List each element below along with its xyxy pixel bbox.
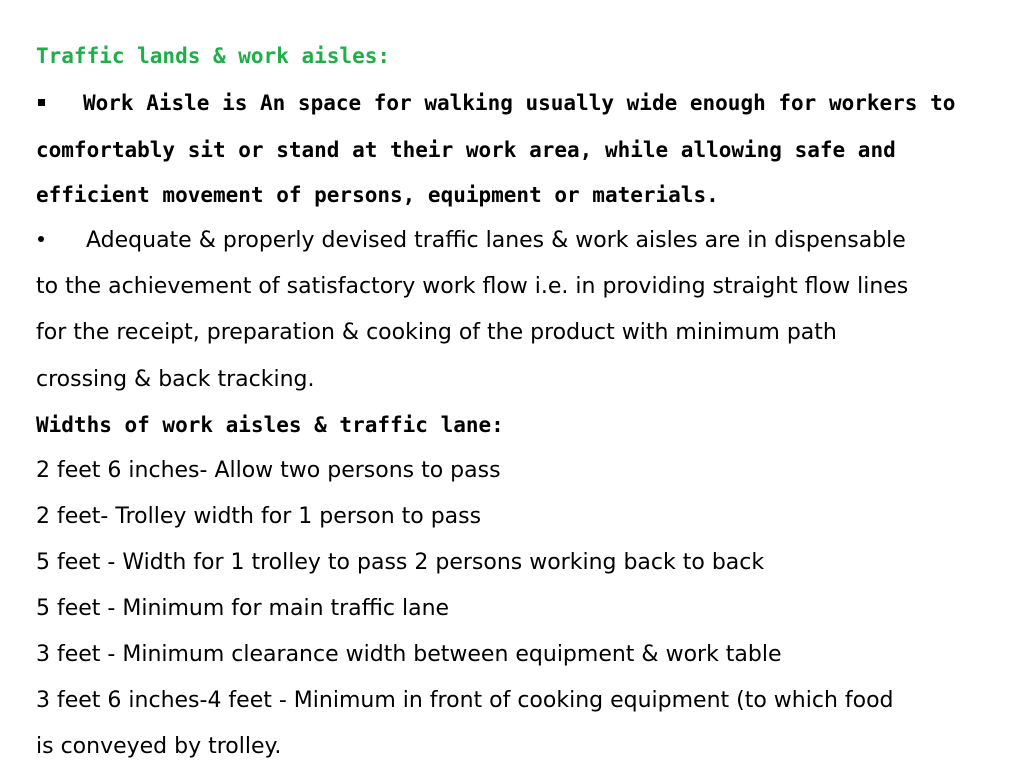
width-item-2: 2 feet- Trolley width for 1 person to pass <box>36 504 482 529</box>
importance-line-4: crossing & back tracking. <box>36 367 315 392</box>
width-item-5: 3 feet - Minimum clearance width between equipment & work table <box>36 642 782 667</box>
definition-line-3: efficient movement of persons, equipment or materials. <box>36 183 719 207</box>
widths-heading: Widths of work aisles & traffic lane: <box>36 413 504 437</box>
section-heading: Traffic lands & work aisles: <box>36 44 391 68</box>
width-item-6: 3 feet 6 inches-4 feet - Minimum in front of cooking equipment (to which food <box>36 688 894 713</box>
width-item-7: is conveyed by trolley. <box>36 734 282 759</box>
importance-line-3: for the receipt, preparation & cooking of the product with minimum path <box>36 320 837 345</box>
width-item-4: 5 feet - Minimum for main traffic lane <box>36 596 450 621</box>
definition-line-2: comfortably sit or stand at their work area, while allowing safe and <box>36 138 896 162</box>
width-item-1: 2 feet 6 inches- Allow two persons to pass <box>36 458 501 483</box>
importance-line-1: Adequate & properly devised traffic lanes & work aisles are in dispensable <box>86 228 906 253</box>
importance-line-2: to the achievement of satisfactory work flow i.e. in providing straight flow lines <box>36 274 909 299</box>
importance-bullet-line <box>36 227 906 255</box>
definition-bullet-line <box>36 89 955 117</box>
definition-line-1: Work Aisle is An space for walking usually wide enough for workers to <box>83 91 956 115</box>
width-item-3: 5 feet - Width for 1 trolley to pass 2 persons working back to back <box>36 550 765 575</box>
square-bullet-icon <box>38 99 45 106</box>
round-bullet-icon <box>38 236 44 242</box>
